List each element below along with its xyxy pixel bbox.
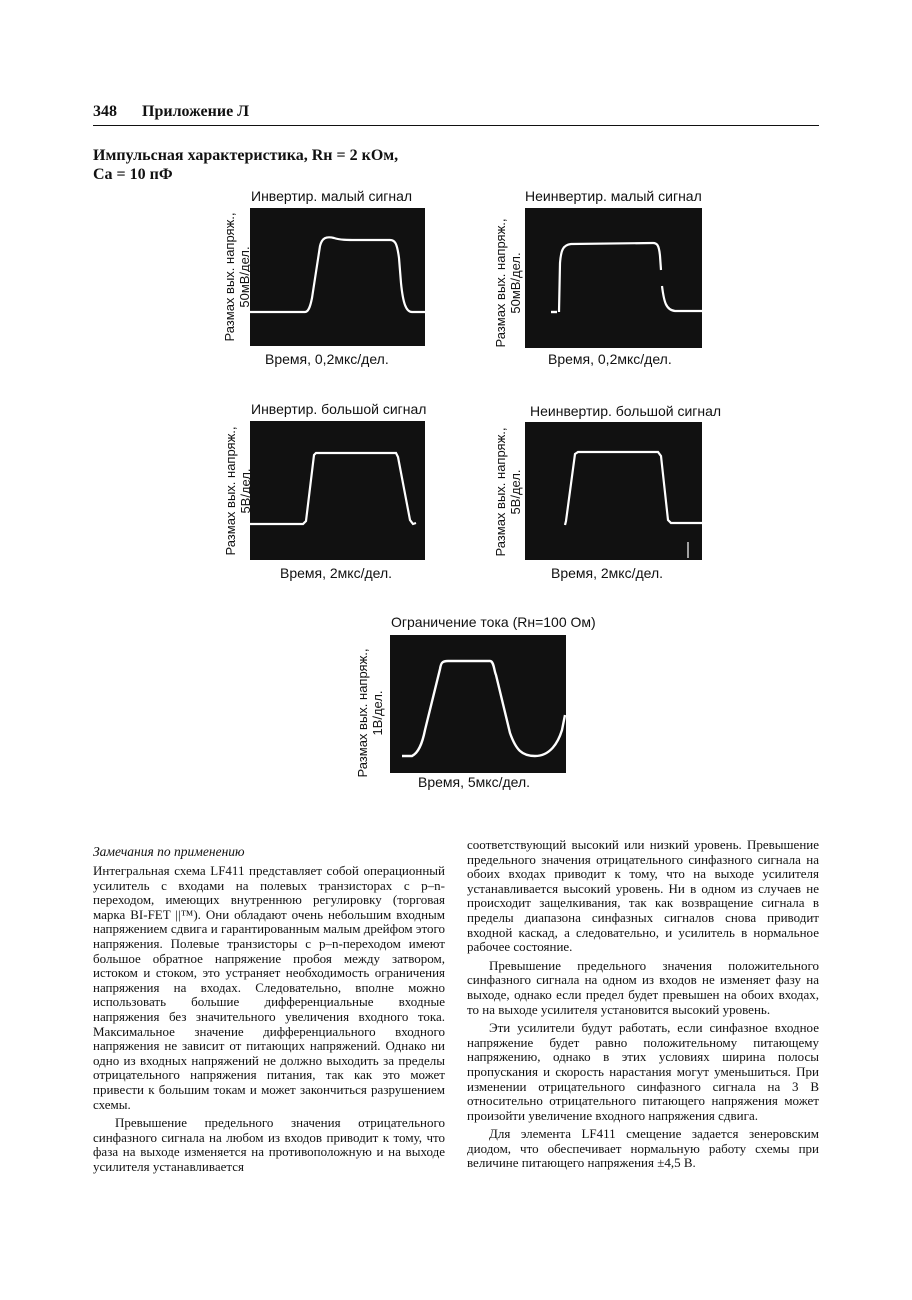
text-column-left bbox=[93, 864, 445, 1174]
paragraph: Превышение предельного значения положительного синфазного сигнала на одном из входов не изменяет фазу на выходе, однако если предел будет превышен на обоих входах, то на выходе усилителя установится высокий уровень. bbox=[467, 957, 819, 1017]
paragraph: Интегральная схема LF411 представляет собой операционный усилитель с входами на полевых транзисторах с p–n-переходом, имеющих внутреннюю регулировку (торговая марка BI-FET ||™). Они обладают очень небольшим входным напряжением сдвига и гарантированным малым дрейфом этого напряжения. Полевые транзисторы с p–n-переходом имеют большое обратное напряжение пробоя между затвором, истоком и стоком, это устраняет необходимость ограничения напряжения на входах. Следовательно, вполне можно использовать большие дифференциальные входные напряжения без значительного увеличения входного тока. Максимальное значение дифференциального входного напряжения не зависит от питающих напряжений. Однако ни одно из входных напряжений не должно выходить за пределы отрицательного напряжения питания, так как это может привести к большим токам и может закончиться разрушением схемы. bbox=[93, 863, 445, 1112]
paragraph: Эти усилители будут работать, если синфазное входное напряжение будет равно положительному питающему напряжению, однако в этих условиях ширина полосы пропускания и скорость нарастания могут уменьшиться. При изменении отрицательного синфазного сигнала на 3 В относительно отрицательного питающего напряжения может произойти увеличение входного напряжения сдвига. bbox=[467, 1020, 819, 1123]
scope-y-label: Размах вых. напряж., 50мВ/дел. bbox=[222, 212, 252, 342]
scope-x-label: Время, 0,2мкс/дел. bbox=[548, 351, 672, 367]
header-title: Приложение Л bbox=[142, 103, 250, 120]
scope-screen bbox=[525, 208, 702, 348]
scope-title: Инвертир. малый сигнал bbox=[251, 188, 413, 204]
section-title-line1: Импульсная характеристика, Rн = 2 кОм, bbox=[93, 147, 399, 164]
scope-screen bbox=[525, 422, 702, 560]
scope-screen bbox=[250, 421, 425, 560]
paragraph: Для элемента LF411 смещение задается зенеровским диодом, что обеспечивает нормальную работу схемы при величине питающего напряжения ±4,5 В. bbox=[467, 1126, 819, 1171]
scope-y-label: Размах вых. напряж., 1В/дел. bbox=[355, 648, 385, 778]
scope-x-label: Время, 0,2мкс/дел. bbox=[265, 351, 389, 367]
notes-title: Замечания по применению bbox=[93, 844, 245, 859]
scope-title: Неинвертир. малый сигнал bbox=[525, 188, 702, 204]
scope-y-label: Размах вых. напряж., 5В/дел. bbox=[493, 427, 523, 557]
scope-x-label: Время, 2мкс/дел. bbox=[280, 565, 393, 581]
paragraph: соответствующий высокий или низкий уровень. Превышение предельного значения отрицательного синфазного сигнала на обоих входах приводит к тому, что на выходе усилителя устанавливается высокий уровень. Ни в одном из случаев не происходит защелкивания, так как возвращение сигнала в пределы диапазона синфазных сигналов снова приводит входной каскад, а следовательно, и усилитель в нормальное рабочее состояние. bbox=[467, 837, 819, 955]
page-header bbox=[93, 101, 819, 126]
scope-y-label: Размах вых. напряж., 50мВ/дел. bbox=[493, 218, 523, 348]
scope-screen bbox=[250, 208, 425, 346]
scope-x-label: Время, 2мкс/дел. bbox=[551, 565, 664, 581]
scope-y-label: Размах вых. напряж., 5В/дел. bbox=[223, 426, 253, 556]
scope-x-label: Время, 5мкс/дел. bbox=[418, 774, 531, 790]
scope-screen bbox=[390, 635, 566, 773]
text-column-right bbox=[467, 838, 819, 1171]
scope-title: Неинвертир. большой сигнал bbox=[530, 403, 722, 419]
page-number: 348 bbox=[93, 103, 117, 120]
paragraph: Превышение предельного значения отрицательного синфазного сигнала на любом из входов приводит к тому, что фаза на выходе изменяется на противоположную и на выходе усилителя устанавливается bbox=[93, 1115, 445, 1174]
section-title bbox=[93, 146, 453, 184]
scope-title: Ограничение тока (Rн=100 Ом) bbox=[391, 614, 596, 630]
scope-title: Инвертир. большой сигнал bbox=[251, 401, 427, 417]
section-title-line2: Cа = 10 пФ bbox=[93, 166, 173, 183]
